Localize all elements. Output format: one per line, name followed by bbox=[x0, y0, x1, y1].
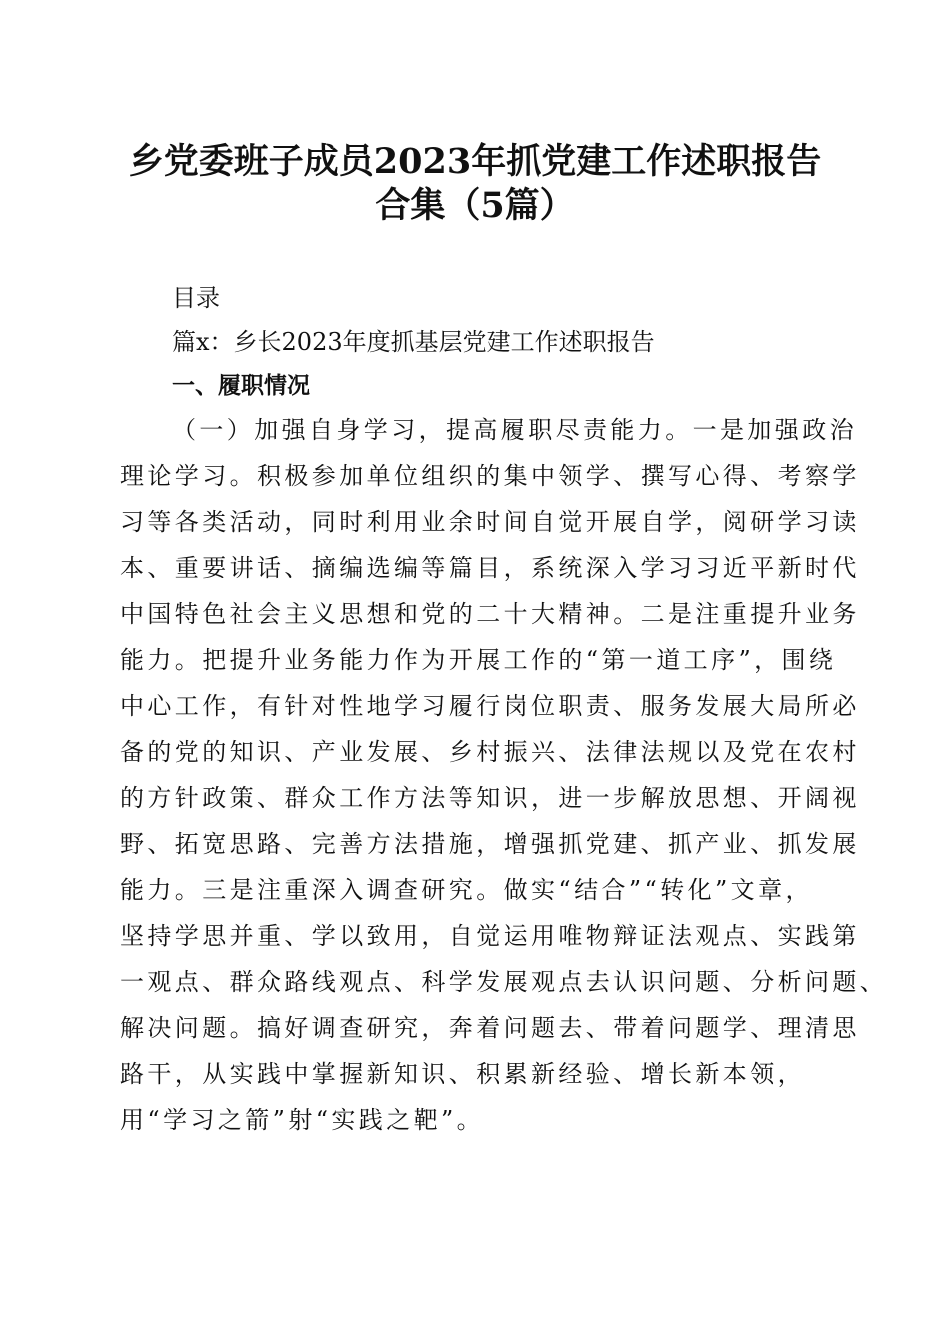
paragraph-line: 本、重要讲话、摘编选编等篇目，系统深入学习习近平新时代 bbox=[120, 554, 860, 582]
paragraph-line: 备的党的知识、产业发展、乡村振兴、法律法规以及党在农村 bbox=[120, 738, 860, 766]
paragraph-line: 能力。三是注重深入调查研究。做实“结合”“转化”文章， bbox=[120, 876, 813, 904]
paragraph-line: 一观点、群众路线观点、科学发展观点去认识问题、分析问题、 bbox=[120, 968, 888, 996]
document-title-line-1: 乡党委班子成员2023年抓党建工作述职报告 bbox=[128, 141, 822, 182]
paragraph-line: 坚持学思并重、学以致用，自觉运用唯物辩证法观点、实践第 bbox=[120, 922, 860, 950]
paragraph-line: 理论学习。积极参加单位组织的集中领学、撰写心得、考察学 bbox=[120, 462, 860, 490]
toc-label: 目录 bbox=[172, 284, 220, 312]
paragraph-line: 的方针政策、群众工作方法等知识，进一步解放思想、开阔视 bbox=[120, 784, 860, 812]
paragraph-line: 野、拓宽思路、完善方法措施，增强抓党建、抓产业、抓发展 bbox=[120, 830, 860, 858]
paragraph-line: 解决问题。搞好调查研究，奔着问题去、带着问题学、理清思 bbox=[120, 1014, 860, 1042]
paragraph-line: （一）加强自身学习，提高履职尽责能力。一是加强政治 bbox=[172, 416, 857, 444]
section-heading: 一、履职情况 bbox=[172, 373, 310, 399]
paragraph-line: 中国特色社会主义思想和党的二十大精神。二是注重提升业务 bbox=[120, 600, 860, 628]
paragraph-line: 路干，从实践中掌握新知识、积累新经验、增长新本领， bbox=[120, 1060, 805, 1088]
paragraph-line: 中心工作，有针对性地学习履行岗位职责、服务发展大局所必 bbox=[120, 692, 860, 720]
document-title-line-2: 合集（5篇） bbox=[375, 185, 575, 226]
toc-item: 篇x：乡长2023年度抓基层党建工作述职报告 bbox=[172, 328, 655, 356]
paragraph-line: 用“学习之箭”射“实践之靶”。 bbox=[120, 1106, 485, 1134]
paragraph-line: 能力。把提升业务能力作为开展工作的“第一道工序”，围绕 bbox=[120, 646, 837, 674]
paragraph-line: 习等各类活动，同时利用业余时间自觉开展自学，阅研学习读 bbox=[120, 508, 860, 536]
